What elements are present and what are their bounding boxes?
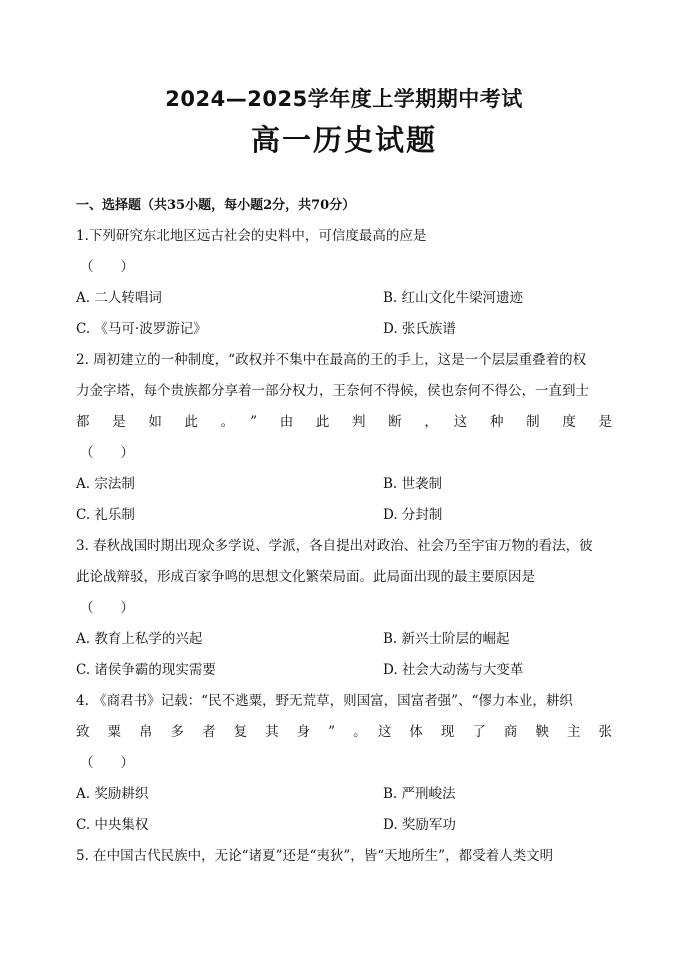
question-2-options-row-2 xyxy=(76,500,612,531)
question-4-option-d: D. 奖励军功 xyxy=(383,817,456,833)
question-1-stem-line-1: 1.下列研究东北地区远古社会的史料中，可信度最高的应是 xyxy=(76,228,427,244)
question-4-options-row-2 xyxy=(76,810,612,841)
question-4-option-a: A. 奖励耕织 xyxy=(76,786,149,802)
question-2-stem-line-3: 都 是 如 此 。 ” 由 此 判 断 ， 这 种 制 度 是 xyxy=(76,414,612,430)
question-3-stem-line-2: 此论战辩驳，形成百家争鸣的思想文化繁荣局面。此局面出现的最主要原因是 xyxy=(76,569,535,585)
question-3-stem-line-1: 3. 春秋战国时期出现众多学说、学派，各自提出对政治、社会乃至宇宙万物的看法，彼 xyxy=(76,538,593,554)
question-5 xyxy=(76,841,612,872)
question-2-stem-line-2: 力金字塔，每个贵族都分享着一部分权力，王奈何不得候，侯也奈何不得公，一直到士 xyxy=(76,383,589,399)
section-heading: 一、选择题（共35小题，每小题2分，共70分） xyxy=(76,198,356,213)
question-4-answer-paren: （ ） xyxy=(80,755,134,771)
question-3-option-d: D. 社会大动荡与大变革 xyxy=(383,662,524,678)
question-3-option-a: A. 教育上私学的兴起 xyxy=(76,631,203,647)
question-3-option-b: B. 新兴士阶层的崛起 xyxy=(383,631,510,647)
question-1-answer-paren: （ ） xyxy=(80,259,134,275)
question-2-option-d: D. 分封制 xyxy=(383,507,443,523)
exam-content xyxy=(76,190,612,872)
question-2-option-b: B. 世袭制 xyxy=(383,476,443,492)
question-1 xyxy=(76,221,612,345)
question-2-options-row-1 xyxy=(76,469,612,500)
question-1-options-row-1 xyxy=(76,283,612,314)
question-2 xyxy=(76,345,612,531)
question-2-answer-paren: （ ） xyxy=(80,445,134,461)
question-4-stem-line-1: 4. 《商君书》记载：“民不逃粟，野无荒草，则国富，国富者强”、“僇力本业，耕织 xyxy=(76,693,573,709)
question-3-answer-paren: （ ） xyxy=(80,600,134,616)
question-1-option-b: B. 红山文化牛梁河遗迹 xyxy=(383,290,524,306)
question-5-stem-line-1: 5. 在中国古代民族中，无论“诸夏”还是“夷狄”，皆“天地所生”，都受着人类文明 xyxy=(76,848,554,864)
question-2-stem-line-1: 2. 周初建立的一种制度，“政权并不集中在最高的王的手上，这是一个层层重叠着的权 xyxy=(76,352,587,368)
question-3 xyxy=(76,531,612,686)
question-4-option-b: B. 严刑峻法 xyxy=(383,786,456,802)
question-4-stem-line-2: 致 粟 帛 多 者 复 其 身 ” 。 这 体 现 了 商 鞅 主 张 xyxy=(76,724,612,740)
question-1-option-a: A. 二人转唱词 xyxy=(76,290,162,306)
question-3-option-c: C. 诸侯争霸的现实需要 xyxy=(76,662,216,678)
question-4-options-row-1 xyxy=(76,779,612,810)
question-4 xyxy=(76,686,612,841)
exam-subject-title: 高一历史试题 xyxy=(250,123,437,157)
question-1-options-row-2 xyxy=(76,314,612,345)
exam-title: 2024—2025学年度上学期期中考试 xyxy=(165,87,523,111)
question-1-option-d: D. 张氏族谱 xyxy=(383,321,456,337)
question-3-options-row-1 xyxy=(76,624,612,655)
question-4-option-c: C. 中央集权 xyxy=(76,817,149,833)
question-2-option-a: A. 宗法制 xyxy=(76,476,135,492)
question-3-options-row-2 xyxy=(76,655,612,686)
question-1-option-c: C. 《马可·波罗游记》 xyxy=(76,321,207,337)
question-2-option-c: C. 礼乐制 xyxy=(76,507,135,523)
